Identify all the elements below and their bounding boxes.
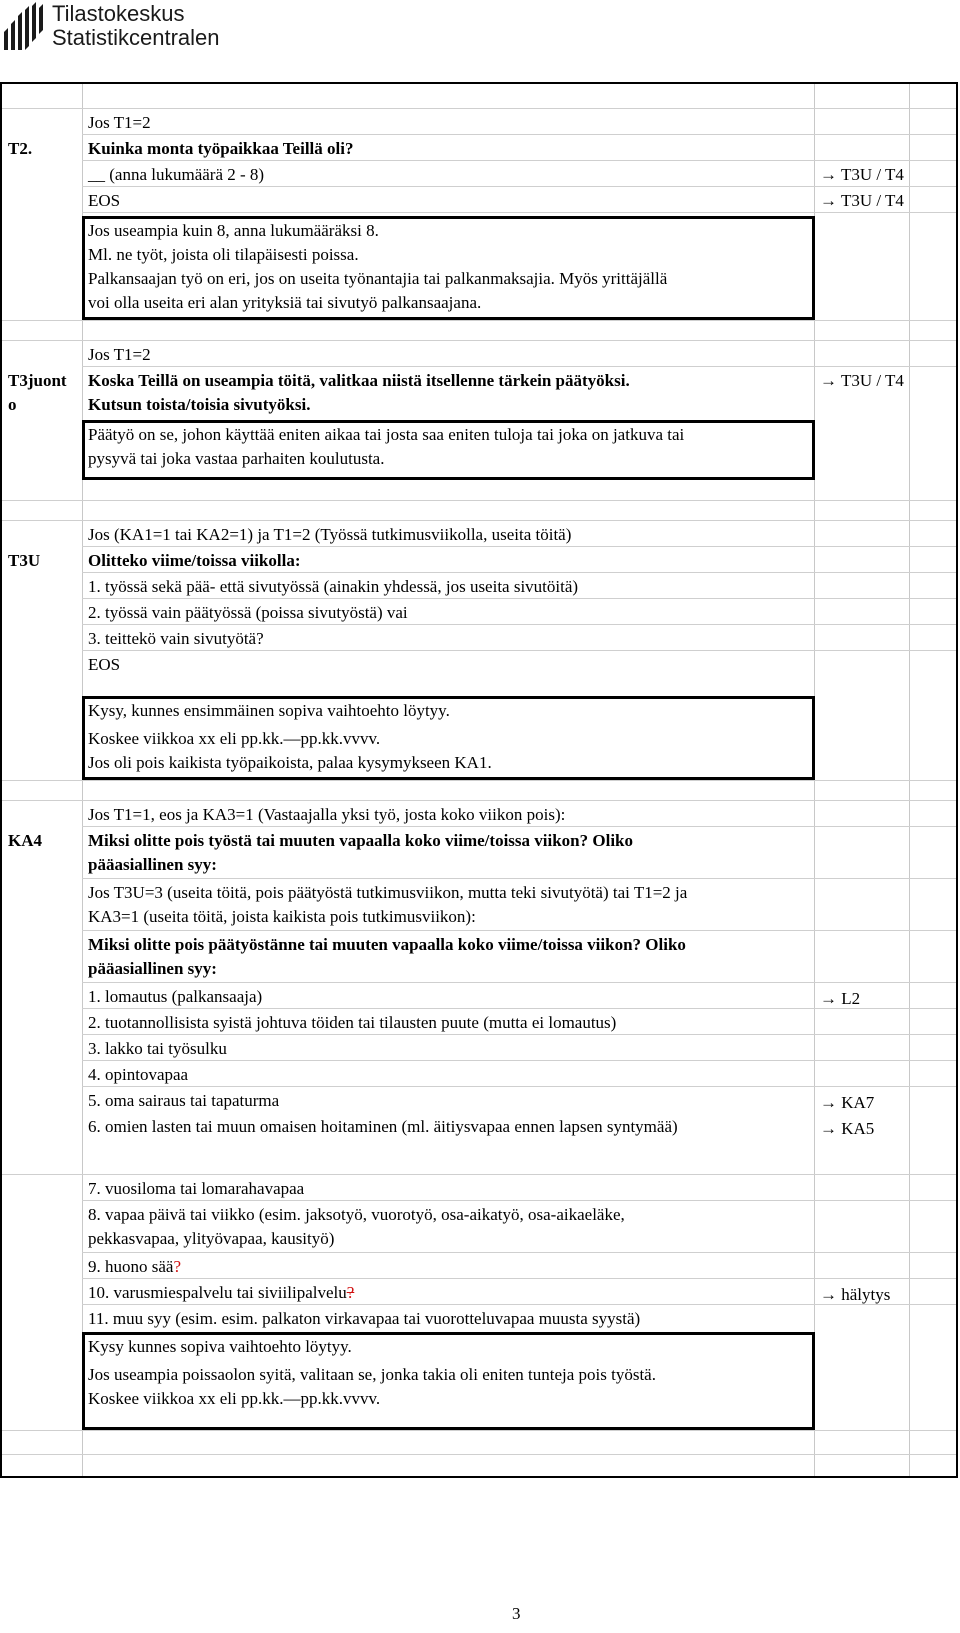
ka4-option-8a: 8. vapaa päivä tai viikko (esim. jaksotyö, vuorotyö, osa-aikatyö, osa-aikaeläke, [88, 1205, 625, 1224]
arrow-right-icon: → [820, 165, 841, 184]
row-divider [82, 1200, 956, 1201]
arrow-right-icon: → [820, 989, 842, 1008]
ka4-option-3: 3. lakko tai työsulku [88, 1039, 227, 1058]
questionnaire-table [0, 82, 958, 1478]
row-divider [82, 878, 956, 879]
ka4-option-1: 1. lomautus (palkansaaja) [88, 987, 263, 1006]
ka4-option-6: 6. omien lasten tai muun omaisen hoitaminen (ml. äitiysvapaa ennen lapsen syntymää) [88, 1117, 678, 1136]
revision-mark: ? [346, 1283, 355, 1302]
t2-note-4: voi olla useita eri alan yrityksiä tai sivutyö palkansaajana. [88, 293, 482, 312]
arrow-right-icon: → [820, 191, 841, 210]
row-divider [82, 650, 956, 651]
t3j-code-line-1: T3juont [8, 371, 67, 390]
row-divider [82, 930, 956, 931]
t3j-condition: Jos T1=2 [88, 345, 151, 364]
row-divider [82, 134, 956, 135]
ka4-question-2a: Miksi olitte pois päätyöstänne tai muuten vapaalla koko viime/toissa viikon? Oliko [88, 935, 686, 954]
row-divider [82, 1278, 956, 1279]
t3u-option-3: 3. teittekö vain sivutyötä? [88, 629, 264, 648]
arrow-right-icon: → [820, 1093, 842, 1112]
t3j-note-2: pysyvä tai joka vastaa parhaiten koulutusta. [88, 449, 385, 468]
t2-code: T2. [8, 139, 33, 158]
t2-route-2: → T3U / T4 [820, 191, 904, 210]
page-number: 3 [512, 1604, 521, 1623]
row-divider [82, 598, 956, 599]
ka4-question-1a: Miksi olitte pois työstä tai muuten vapaalla koko viime/toissa viikon? Oliko [88, 831, 634, 850]
row-divider [2, 500, 956, 501]
row-divider [82, 366, 956, 367]
ka4-question-1b: pääasiallinen syy: [88, 855, 217, 874]
row-divider [82, 160, 956, 161]
row-divider [82, 1060, 956, 1061]
row-divider [2, 320, 956, 321]
ka4-condition-1: Jos T1=1, eos ja KA3=1 (Vastaajalla yksi työ, josta koko viikon pois): [88, 805, 566, 824]
ka4-option-2: 2. tuotannollisista syistä johtuva töiden tai tilausten puute (mutta ei lomautus) [88, 1013, 617, 1032]
ka4-option-11: 11. muu syy (esim. esim. palkaton virkavapaa tai vuorotteluvapaa muusta syystä) [88, 1309, 641, 1328]
row-divider [2, 340, 956, 341]
revision-mark: ? [173, 1257, 182, 1276]
row-divider [82, 572, 956, 573]
t3u-note-2: Koskee viikkoa xx eli pp.kk.—pp.kk.vvvv. [88, 729, 381, 748]
t3u-code: T3U [8, 551, 41, 570]
t2-condition: Jos T1=2 [88, 113, 151, 132]
t3j-route: → T3U / T4 [820, 371, 904, 390]
ka4-note-2: Jos useampia poissaolon syitä, valitaan se, jonka takia oli eniten tunteja pois työstä. [88, 1365, 656, 1384]
t2-question: Kuinka monta työpaikkaa Teillä oli? [88, 139, 354, 158]
t3u-note-1: Kysy, kunnes ensimmäinen sopiva vaihtoehto löytyy. [88, 701, 450, 720]
t3u-question: Olitteko viime/toissa viikolla: [88, 551, 301, 570]
t3u-option-1: 1. työssä sekä pää- että sivutyössä (ainakin yhdessä, jos useita sivutöitä) [88, 577, 579, 596]
t3j-code-line-2: o [8, 395, 17, 414]
arrow-right-icon: → [820, 371, 841, 390]
t2-option-eos: EOS [88, 191, 121, 210]
row-divider [2, 800, 956, 801]
ka4-condition-2b: KA3=1 (useita töitä, joista kaikista pois tutkimusviikon): [88, 907, 476, 926]
ka4-route-5: → KA7 [820, 1093, 875, 1112]
ka4-note-1: Kysy kunnes sopiva vaihtoehto löytyy. [88, 1337, 352, 1356]
row-divider [82, 1086, 956, 1087]
row-divider [82, 1252, 956, 1253]
t3j-note-1: Päätyö on se, johon käyttää eniten aikaa tai josta saa eniten tuloja tai joka on jatkuva tai [88, 425, 685, 444]
row-divider [2, 1174, 956, 1175]
ka4-route-1: → L2 [820, 989, 861, 1008]
ka4-code: KA4 [8, 831, 42, 850]
t2-option-count: __ (anna lukumäärä 2 - 8) [88, 165, 265, 184]
ka4-route-6: → KA5 [820, 1119, 875, 1138]
arrow-right-icon: → [820, 1285, 842, 1304]
t2-route-1: → T3U / T4 [820, 165, 904, 184]
t2-note-3: Palkansaajan työ on eri, jos on useita työnantajia tai palkanmaksajia. Myös yrittäjällä [88, 269, 668, 288]
row-divider [82, 186, 956, 187]
ka4-option-7: 7. vuosiloma tai lomarahavapaa [88, 1179, 305, 1198]
row-divider [82, 624, 956, 625]
row-divider [2, 780, 956, 781]
row-divider [2, 1454, 956, 1455]
statistics-finland-logo-icon [2, 2, 48, 52]
ka4-option-10: 10. varusmiespalvelu tai siviilipalvelu? [88, 1283, 355, 1302]
t3u-option-eos: EOS [88, 655, 121, 674]
row-divider [2, 108, 956, 109]
arrow-right-icon: → [820, 1119, 842, 1138]
row-divider [82, 546, 956, 547]
ka4-note-3: Koskee viikkoa xx eli pp.kk.—pp.kk.vvvv. [88, 1389, 381, 1408]
ka4-option-5: 5. oma sairaus tai tapaturma [88, 1091, 280, 1110]
t3u-condition: Jos (KA1=1 tai KA2=1) ja T1=2 (Työssä tutkimusviikolla, useita töitä) [88, 525, 572, 544]
row-divider [2, 1430, 956, 1431]
t3j-question-2: Kutsun toista/toisia sivutyöksi. [88, 395, 311, 414]
row-divider [82, 212, 956, 213]
logo-line-2: Statistikcentralen [52, 25, 220, 50]
t2-note-2: Ml. ne työt, joista oli tilapäisesti poissa. [88, 245, 359, 264]
t3u-note-3: Jos oli pois kaikista työpaikoista, palaa kysymykseen KA1. [88, 753, 492, 772]
row-divider [82, 1034, 956, 1035]
row-divider [2, 520, 956, 521]
row-divider [82, 826, 956, 827]
t3j-question-1: Koska Teillä on useampia töitä, valitkaa niistä itsellenne tärkein päätyöksi. [88, 371, 630, 390]
logo-line-1: Tilastokeskus [52, 1, 185, 26]
ka4-question-2b: pääasiallinen syy: [88, 959, 217, 978]
t3u-option-2: 2. työssä vain päätyössä (poissa sivutyöstä) vai [88, 603, 408, 622]
t2-note-1: Jos useampia kuin 8, anna lukumääräksi 8. [88, 221, 379, 240]
ka4-route-10: → hälytys [820, 1285, 891, 1304]
ka4-option-8b: pekkasvapaa, ylityövapaa, kausityö) [88, 1229, 335, 1248]
ka4-option-4: 4. opintovapaa [88, 1065, 189, 1084]
logo [0, 0, 280, 56]
ka4-option-9: 9. huono sää? [88, 1257, 182, 1276]
row-divider [82, 982, 956, 983]
ka4-condition-2a: Jos T3U=3 (useita töitä, pois päätyöstä tutkimusviikon, mutta teki sivutyötä) tai T1=2 ja [88, 883, 688, 902]
